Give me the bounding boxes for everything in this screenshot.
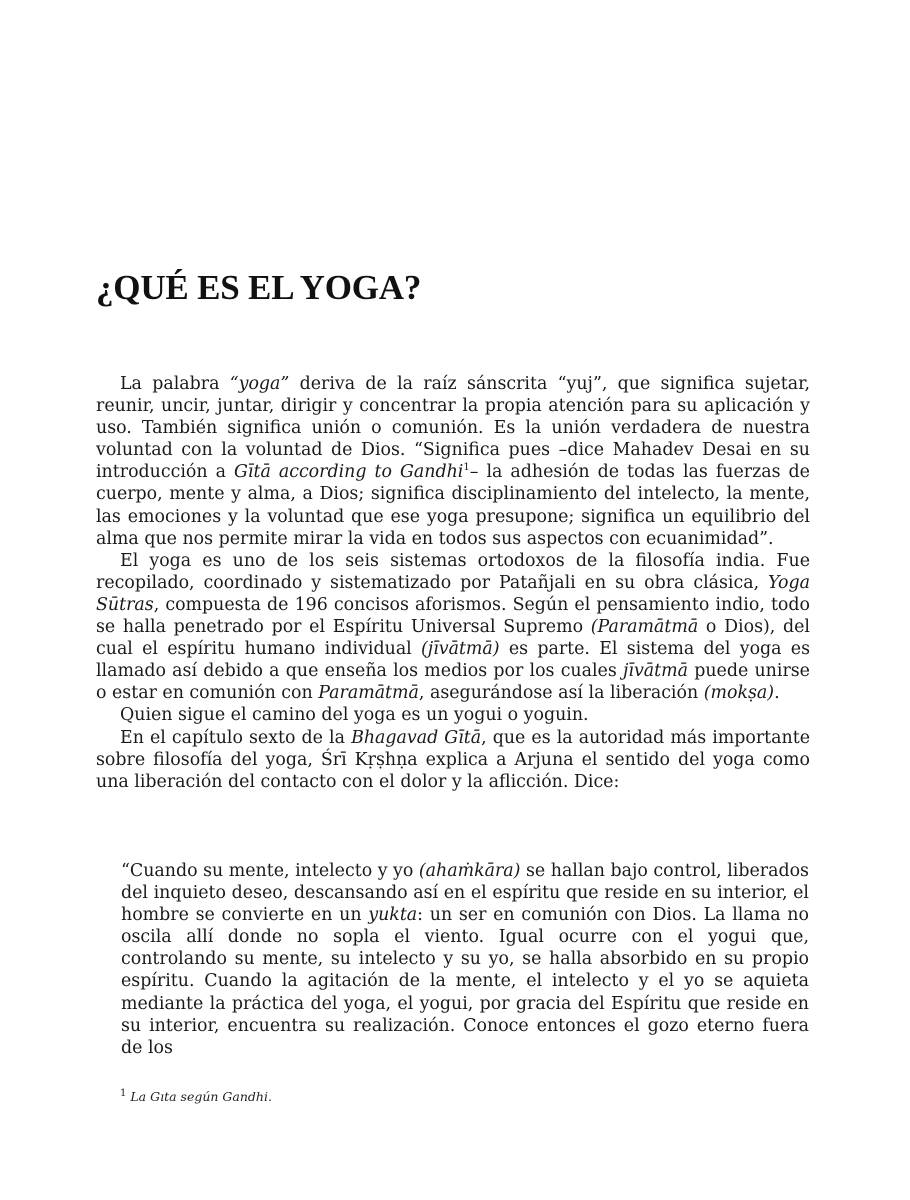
footnote-reference: 1 [463,462,470,474]
text-run: : un ser en comunión con Dios. La llama no oscila allí donde no sopla el viento. Igual ocurre con el yogui que, controlando su mente, su intelecto y su yo, se halla absorbido en su propio espíritu. Cuando la agitación de la mente, el intelecto y el yo se aquieta mediante la práctica del yoga, el yogui, por gracia del Espíritu que reside en su interior, encuentra su realización. Conoce entonces el gozo eterno fuera de los [121,905,809,1058]
sanskrit-term: (ahaṁkāra) [418,861,521,881]
quote-paragraph [121,860,809,1059]
text-run: es parte. El sistema del yoga es llamado así debido a que enseña los medios por los cuales [96,639,811,682]
chapter-title: ¿QUÉ ES EL YOGA? [96,268,422,307]
text-run: , compuesta de 196 concisos aforismos. Según el pensamiento indio, todo se halla penetrado por el Espíritu Universal Supremo [96,594,810,638]
text-run: deriva de la raíz sánscrita “yuj”, que significa sujetar, reunir, uncir, juntar, dirigir y concentrar la propia atención para su aplicación y uso. También significa unión o comunión. Es la unión verdadera de nuestra voluntad con la voluntad de Dios. “Significa pues –dice Mahadev Desai en su introducción a [96,374,811,483]
footnote [120,1088,272,1104]
main-text [96,373,810,793]
block-quote [121,860,809,1059]
text-run: – la adhesión de todas las fuerzas de cuerpo, mente y alma, a Dios; significa disciplinamiento del intelecto, la mente, las emociones y la voluntad que ese yoga presupone; significa un equilibrio del alma que nos permite mirar la vida en todos sus aspectos con ecuanimidad”. [96,462,810,549]
italic-term: “yoga” [229,374,290,394]
text-run: En el capítulo sexto de la [120,727,352,748]
text-run: o Dios), del cual el espíritu humano individual [96,617,810,660]
sanskrit-term: (Paramātmā [590,617,699,638]
sanskrit-term: yukta [368,905,418,926]
text-run: se hallan bajo control, liberados del inquieto deseo, descansando así en el espíritu que reside en su interior, el hombre se convierte en un [121,861,809,926]
text-run: “Cuando su mente, intelecto y yo [121,861,419,881]
paragraph [96,727,810,793]
work-title: Bhagavad Gītā [351,727,482,748]
work-title: Yoga Sūtras [96,572,810,615]
book-title: Gītā according to Gandhi [234,462,464,483]
text-run: La palabra [120,374,230,394]
text-run: El yoga es uno de los seis sistemas ortodoxos de la filosofía india. Fue recopilado, coordinado y sistematizado por Patañjali en su obra clásica, [96,550,810,593]
paragraph: Quien sigue el camino del yoga es un yogui o yoguin. [120,705,589,726]
paragraph [96,550,810,705]
footnote-mark: 1 [120,1088,127,1099]
footnote-text: La Gıta según Gandhi. [130,1089,272,1105]
sanskrit-term: jīvātmā [623,661,688,682]
text-run: , que es la autoridad más importante sobre filosofía del yoga, Śrī Kṛṣhṇa explica a Arjuna el sentido del yoga como una liberación del contacto con el dolor y la aflicción. Dice: [96,727,810,792]
paragraph [96,373,810,550]
sanskrit-term: (jīvātmā) [421,639,500,660]
sanskrit-term: Paramātmā [318,683,419,704]
text-run: , asegurándose así la liberación [418,683,704,704]
text-run: puede unirse o estar en comunión con [96,661,810,704]
sanskrit-term: (mokṣa). [703,683,780,704]
